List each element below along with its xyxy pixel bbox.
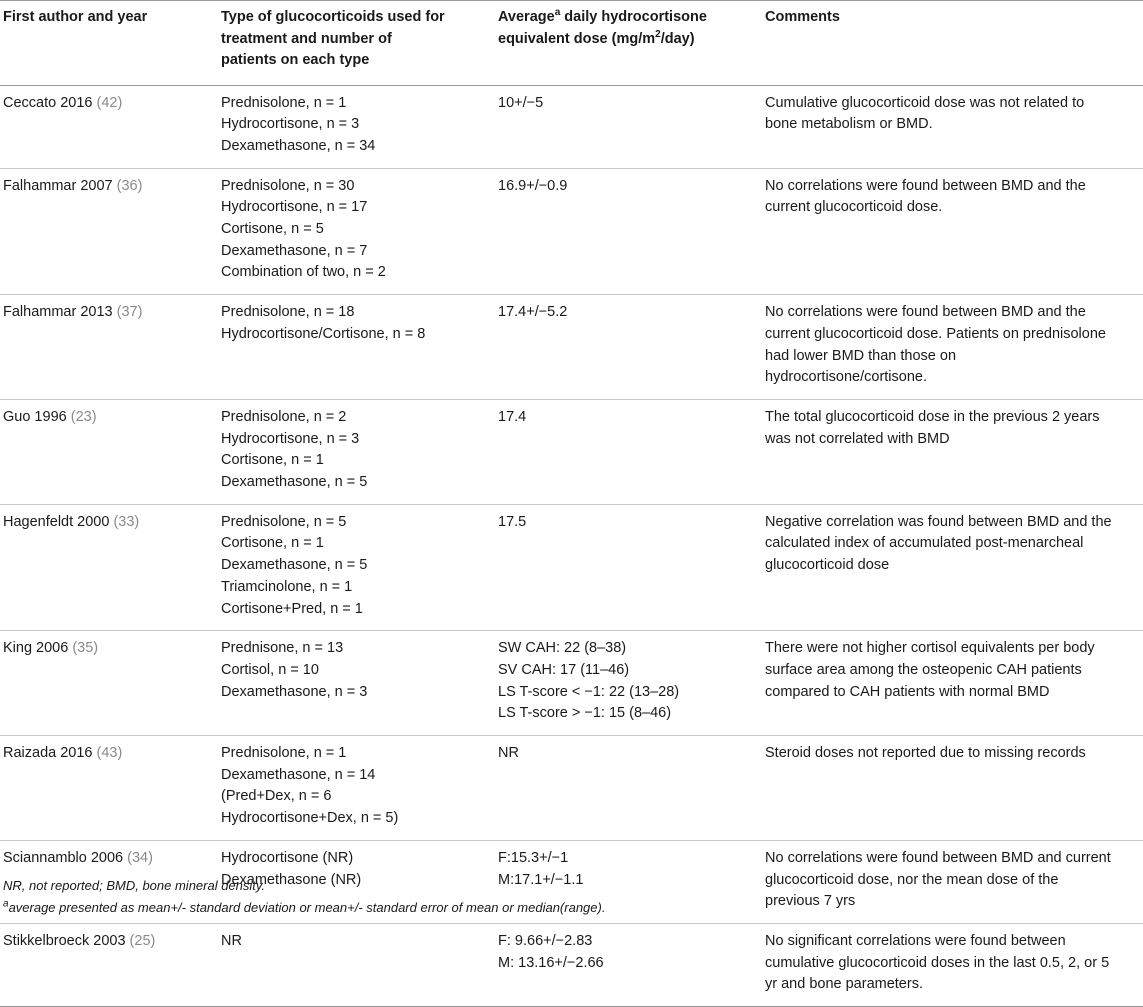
cell-types: [218, 736, 495, 841]
type-line: Triamcinolone, n = 1: [221, 578, 353, 595]
cell-author: [0, 736, 218, 841]
comment-line: yr and bone parameters.: [765, 976, 923, 993]
cell-comments: [762, 504, 1143, 631]
comment-line: The total glucocorticoid dose in the previous 2 years: [765, 408, 1100, 425]
type-line: Cortisone, n = 1: [221, 452, 324, 469]
reference-link[interactable]: (34): [127, 849, 153, 866]
dose-line: M: 13.16+/−2.66: [498, 954, 604, 971]
cell-author: [0, 399, 218, 504]
table-row: [0, 85, 1143, 168]
type-line: Dexamethasone, n = 14: [221, 766, 376, 783]
table-row: [0, 924, 1143, 1007]
author-year: Hagenfeldt 2000: [3, 513, 110, 530]
author-year: Raizada 2016: [3, 745, 93, 762]
comment-line: surface area among the osteopenic CAH patients: [765, 661, 1082, 678]
header-type-line: treatment and number of: [221, 30, 392, 47]
reference-link[interactable]: (43): [96, 745, 123, 762]
cell-author: [0, 85, 218, 168]
type-line: Dexamethasone, n = 34: [221, 137, 376, 154]
type-line: NR: [221, 933, 242, 949]
cell-dose: [495, 295, 762, 400]
cell-comments: [762, 399, 1143, 504]
comment-line: No significant correlations were found between: [765, 933, 1066, 949]
dose-line: SV CAH: 17 (11–46): [498, 661, 630, 678]
cell-types: [218, 631, 495, 736]
type-line: Hydrocortisone+Dex, n = 5): [221, 810, 399, 827]
header-dose: [495, 1, 762, 86]
cell-author: [0, 631, 218, 736]
table-body: [0, 85, 1143, 1007]
type-line: Dexamethasone, n = 5: [221, 557, 368, 574]
dose-line: SW CAH: 22 (8–38): [498, 640, 627, 657]
header-dose-text: Average: [498, 9, 555, 25]
header-row: [0, 1, 1143, 86]
cell-types: [218, 85, 495, 168]
type-line: Prednisolone, n = 5: [221, 513, 347, 530]
dose-line: LS T-score < −1: 22 (13–28): [498, 683, 680, 700]
dose-line: M:17.1+/−1.1: [498, 871, 584, 888]
type-line: Dexamethasone, n = 7: [221, 242, 368, 259]
cell-dose: [495, 399, 762, 504]
header-type-line: patients on each type: [221, 52, 370, 68]
header-type-line: Type of glucocorticoids used for: [221, 9, 445, 25]
type-line: Prednisolone, n = 30: [221, 177, 355, 194]
type-line: Hydrocortisone, n = 3: [221, 430, 360, 447]
comment-line: had lower BMD than those on: [765, 347, 957, 364]
comment-line: glucocorticoid dose: [765, 557, 890, 574]
header-dose-superscript: 2: [655, 28, 661, 40]
type-line: Prednisolone, n = 1: [221, 745, 347, 762]
dose-line: 16.9+/−0.9: [498, 177, 568, 194]
table-row: [0, 504, 1143, 631]
header-dose-text: equivalent dose (mg/m: [498, 30, 656, 47]
header-dose-text: daily hydrocortisone: [560, 9, 707, 25]
comment-line: previous 7 yrs: [765, 893, 856, 910]
comment-line: was not correlated with BMD: [765, 430, 950, 447]
comment-line: No correlations were found between BMD and the: [765, 304, 1086, 321]
cell-author: [0, 168, 218, 295]
table-row: [0, 399, 1143, 504]
type-line: Dexamethasone, n = 5: [221, 474, 368, 491]
type-line: Dexamethasone (NR): [221, 871, 362, 888]
comment-line: Negative correlation was found between BMD and the: [765, 513, 1112, 530]
type-line: Cortisol, n = 10: [221, 661, 319, 678]
type-line: Prednisone, n = 13: [221, 640, 344, 657]
type-line: Hydrocortisone, n = 3: [221, 116, 360, 133]
type-line: Cortisone+Pred, n = 1: [221, 600, 363, 617]
dose-line: 17.4: [498, 408, 527, 425]
footnote-mark: a: [3, 898, 9, 910]
cell-comments: [762, 85, 1143, 168]
cell-types: [218, 295, 495, 400]
header-author: First author and year: [3, 9, 148, 25]
comment-line: calculated index of accumulated post-menarcheal: [765, 535, 1084, 552]
table-row: [0, 631, 1143, 736]
dose-line: 10+/−5: [498, 94, 544, 111]
comment-line: hydrocortisone/cortisone.: [765, 369, 927, 386]
author-year: Ceccato 2016: [3, 94, 93, 111]
header-comments: Comments: [765, 9, 840, 25]
cell-author: [0, 924, 218, 1007]
comment-line: bone metabolism or BMD.: [765, 116, 933, 133]
comment-line: current glucocorticoid dose.: [765, 199, 943, 216]
type-line: Prednisolone, n = 2: [221, 408, 347, 425]
comment-line: No correlations were found between BMD and current: [765, 849, 1111, 866]
reference-link[interactable]: (23): [70, 408, 97, 425]
cell-comments: [762, 924, 1143, 1007]
cell-comments: [762, 631, 1143, 736]
type-line: Cortisone, n = 1: [221, 535, 324, 552]
type-line: Cortisone, n = 5: [221, 221, 324, 238]
dose-line: LS T-score > −1: 15 (8–46): [498, 705, 672, 722]
comment-line: compared to CAH patients with normal BMD: [765, 683, 1050, 700]
footnote-a: [3, 897, 1133, 919]
cell-types: [218, 924, 495, 1007]
type-line: Prednisolone, n = 1: [221, 94, 347, 111]
comment-line: cumulative glucocorticoid doses in the last 0.5, 2, or 5: [765, 954, 1110, 971]
reference-link[interactable]: (33): [113, 513, 140, 530]
reference-link[interactable]: (36): [116, 177, 143, 194]
comment-line: Cumulative glucocorticoid dose was not related to: [765, 94, 1085, 111]
table-row: [0, 295, 1143, 400]
cell-dose: [495, 85, 762, 168]
reference-link[interactable]: (25): [129, 933, 156, 949]
dose-line: NR: [498, 745, 519, 762]
cell-comments: [762, 736, 1143, 841]
header-type: [218, 1, 495, 86]
cell-dose: [495, 736, 762, 841]
table-footnotes: [3, 875, 1133, 919]
type-line: (Pred+Dex, n = 6: [221, 788, 332, 805]
comment-line: Steroid doses not reported due to missing records: [765, 745, 1086, 762]
dose-line: F: 9.66+/−2.83: [498, 933, 593, 949]
cell-author: [0, 504, 218, 631]
author-year: King 2006: [3, 640, 69, 657]
cell-author: [0, 295, 218, 400]
cell-types: [218, 504, 495, 631]
cell-comments: [762, 295, 1143, 400]
author-year: Stikkelbroeck 2003: [3, 933, 126, 949]
reference-link[interactable]: (35): [72, 640, 99, 657]
footnote-text: average presented as mean+/- standard deviation or mean+/- standard error of mean or median(range).: [8, 900, 606, 915]
type-line: Dexamethasone, n = 3: [221, 683, 368, 700]
author-year: Falhammar 2013: [3, 304, 113, 321]
type-line: Hydrocortisone, n = 17: [221, 199, 368, 216]
comment-line: No correlations were found between BMD and the: [765, 177, 1086, 194]
author-year: Falhammar 2007: [3, 177, 113, 194]
comment-line: current glucocorticoid dose. Patients on prednisolone: [765, 325, 1106, 342]
type-line: Prednisolone, n = 18: [221, 304, 355, 321]
cell-types: [218, 168, 495, 295]
reference-link[interactable]: (42): [96, 94, 123, 111]
type-line: Hydrocortisone (NR): [221, 849, 354, 866]
type-line: Combination of two, n = 2: [221, 264, 386, 281]
table-row: [0, 168, 1143, 295]
cell-dose: [495, 631, 762, 736]
cell-types: [218, 399, 495, 504]
cell-dose: [495, 168, 762, 295]
comment-line: glucocorticoid dose, nor the mean dose of the: [765, 871, 1059, 888]
dose-line: 17.5: [498, 513, 527, 530]
header-dose-footnote-mark: a: [554, 7, 561, 19]
header-dose-text: /day): [660, 30, 695, 47]
comment-line: There were not higher cortisol equivalents per body: [765, 640, 1095, 657]
cell-dose: [495, 504, 762, 631]
dose-line: 17.4+/−5.2: [498, 304, 568, 321]
type-line: Hydrocortisone/Cortisone, n = 8: [221, 325, 426, 342]
cell-dose: [495, 924, 762, 1007]
reference-link[interactable]: (37): [116, 304, 143, 321]
table-row: [0, 736, 1143, 841]
author-year: Sciannamblo 2006: [3, 849, 124, 866]
cell-comments: [762, 168, 1143, 295]
footnote-abbreviations: NR, not reported; BMD, bone mineral density.: [3, 878, 266, 893]
author-year: Guo 1996: [3, 408, 67, 425]
dose-line: F:15.3+/−1: [498, 849, 569, 866]
